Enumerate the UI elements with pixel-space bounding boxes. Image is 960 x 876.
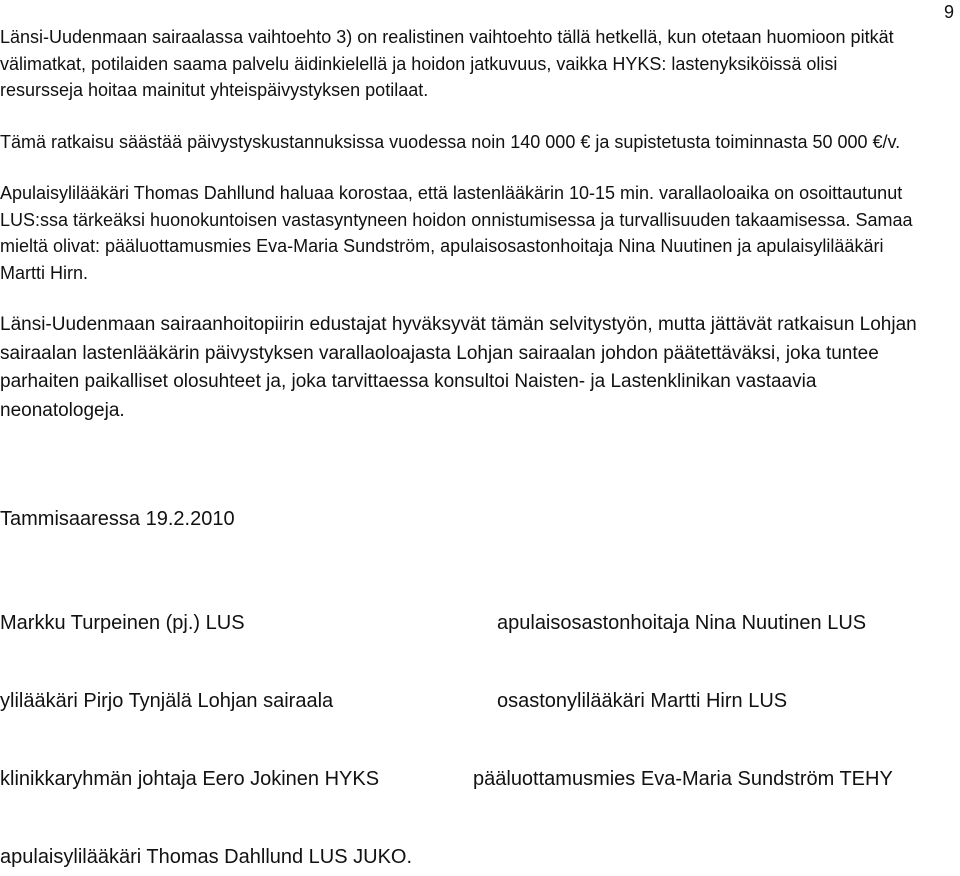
paragraph-approval: Länsi-Uudenmaan sairaanhoitopiirin edustajat hyväksyvät tämän selvitystyön, mutta jättävät ratkaisun Lohjan sairaalan lastenlääkärin päivystyksen varallaoloajasta Lohjan sairaalan johdon päätettäväksi, joka tuntee parhaiten paikalliset olosuhteet ja, joka tarvittaessa konsultoi Naisten- ja Lastenklinikan vastaavia neonatologeja. — [0, 314, 917, 421]
page-number: 9 — [943, 2, 954, 22]
signatory-tynjala: ylilääkäri Pirjo Tynjälä Lohjan sairaala — [0, 690, 334, 712]
signatory-sundstrom: pääluottamusmies Eva-Maria Sundström TEHY — [473, 768, 893, 790]
signatory-hirn: osastonylilääkäri Martti Hirn LUS — [497, 690, 788, 712]
document-body — [0, 24, 920, 450]
signatory-nuutinen: apulaisosastonhoitaja Nina Nuutinen LUS — [497, 612, 867, 634]
signatory-dahllund: apulaisylilääkäri Thomas Dahllund LUS JUKO. — [0, 846, 413, 868]
paragraph-dahllund-statement: Apulaisylilääkäri Thomas Dahllund haluaa korostaa, että lastenlääkärin 10-15 min. varallaoloaika on osoittautunut LUS:ssa tärkeäksi huonokuntoisen vastasyntyneen hoidon onnistumisessa ja turvallisuuden takaamisessa. Samaa mieltä olivat: pääluottamusmies Eva-Maria Sundström, apulaisosastonhoitaja Nina Nuutinen ja apulaisylilääkäri Martti Hirn. — [0, 183, 913, 283]
signatory-chair: Markku Turpeinen (pj.) LUS — [0, 612, 245, 634]
paragraph-savings: Tämä ratkaisu säästää päivystyskustannuksissa vuodessa noin 140 000 € ja supistetusta toiminnasta 50 000 €/v. — [0, 131, 901, 152]
place-and-date: Tammisaaressa 19.2.2010 — [0, 508, 235, 530]
signatory-jokinen: klinikkaryhmän johtaja Eero Jokinen HYKS — [0, 768, 380, 790]
paragraph-alternative-3: Länsi-Uudenmaan sairaalassa vaihtoehto 3) on realistinen vaihtoehto tällä hetkellä, kun otetaan huomioon pitkät välimatkat, potilaiden saama palvelu äidinkielellä ja hoidon jatkuvuus, vaikka HYKS: lastenyksiköissä olisi resursseja hoitaa mainitut yhteispäivystyksen potilaat. — [0, 27, 894, 100]
